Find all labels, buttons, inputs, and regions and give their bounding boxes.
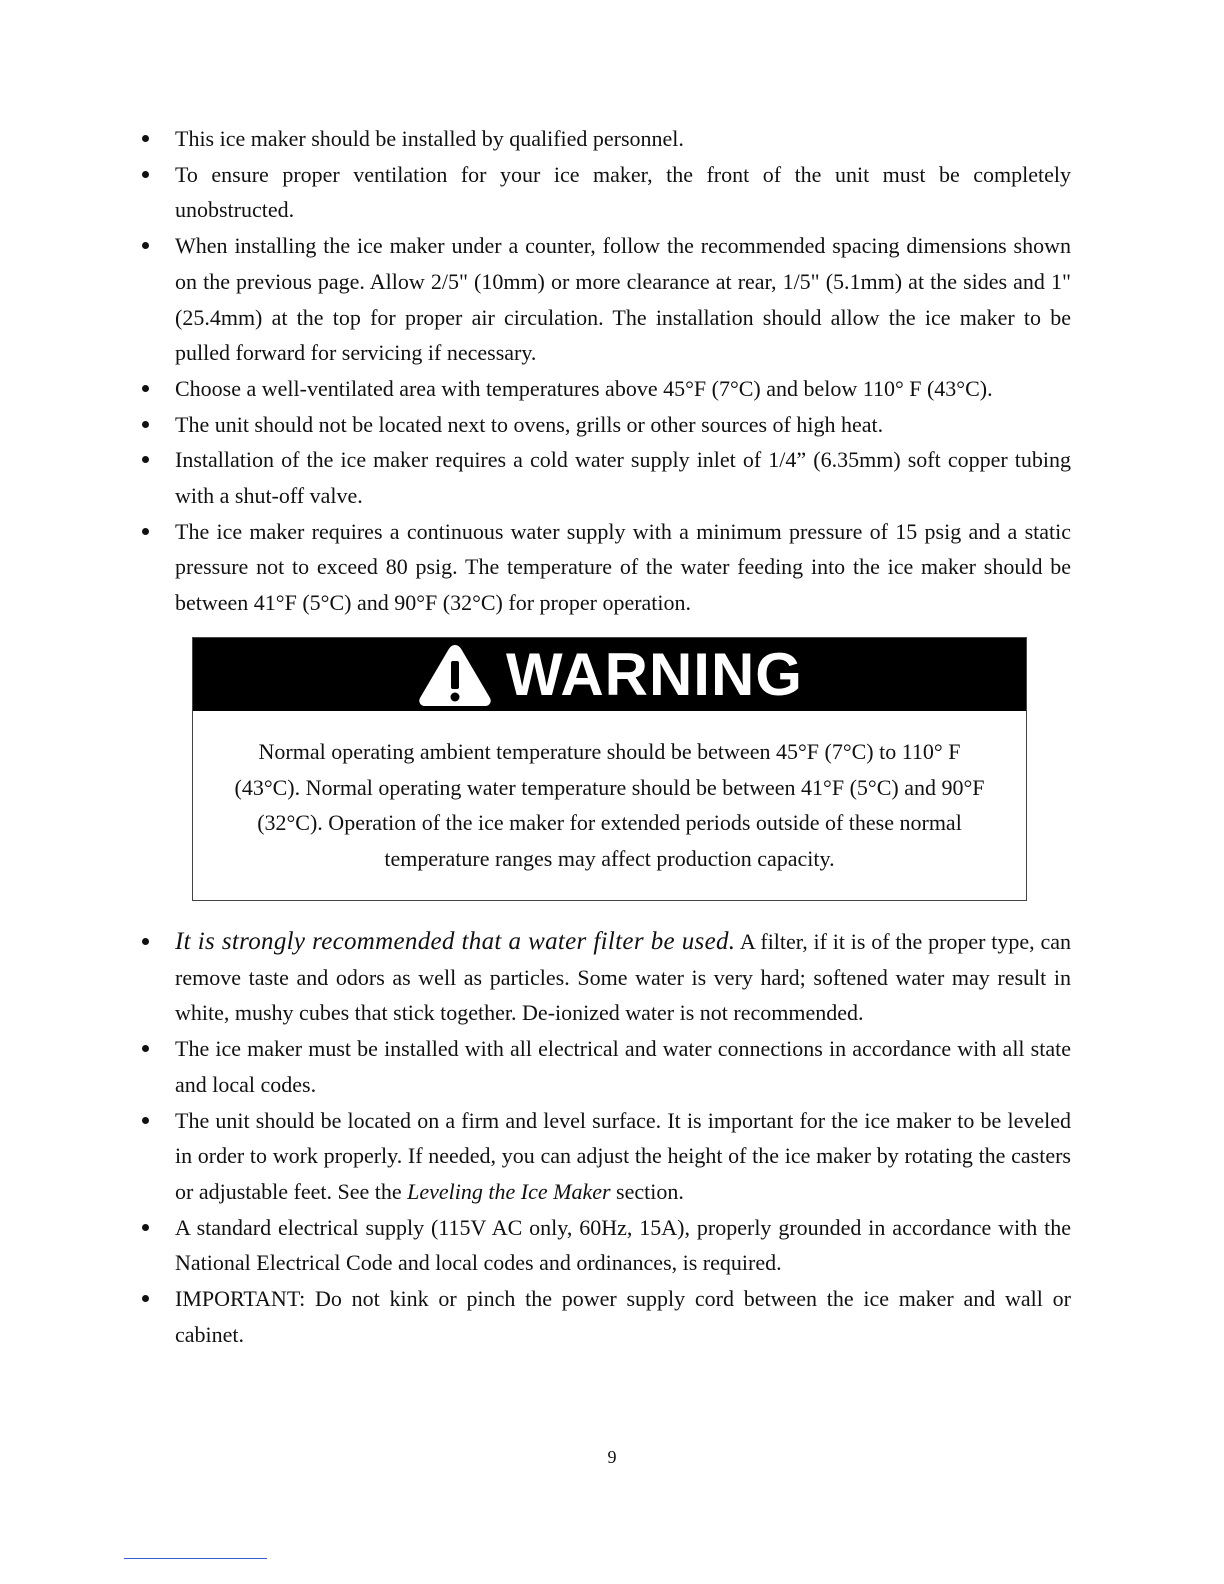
- list-item: The unit should be located on a firm and level surface. It is important for the ice maker to be leveled in order to work properly. If needed, you can adjust the height of the ice maker by rotating the casters or adjustable feet. See the Leveling the Ice Maker section.: [142, 1103, 1071, 1210]
- warning-title: WARNING: [506, 640, 803, 708]
- list-item: This ice maker should be installed by qualified personnel.: [142, 121, 1071, 157]
- bullet-icon: [142, 385, 149, 392]
- list-item: IMPORTANT: Do not kink or pinch the power supply cord between the ice maker and wall or cabinet.: [142, 1281, 1071, 1352]
- footer-rule: [124, 1558, 267, 1559]
- list-item: When installing the ice maker under a counter, follow the recommended spacing dimensions shown on the previous page. Allow 2/5" (10mm) or more clearance at rear, 1/5" (5.1mm) at the sides and 1" (25.4mm) at the top for proper air circulation. The installation should allow the ice maker to be pulled forward for servicing if necessary.: [142, 228, 1071, 371]
- bullet-icon: [142, 1117, 149, 1124]
- bullet-icon: [142, 456, 149, 463]
- warning-triangle-icon: [416, 642, 494, 708]
- list-item: Choose a well-ventilated area with temperatures above 45°F (7°C) and below 110° F (43°C).: [142, 371, 1071, 407]
- installation-list-top: [142, 121, 1071, 621]
- section-reference: Leveling the Ice Maker: [407, 1178, 611, 1204]
- list-item: The ice maker requires a continuous water supply with a minimum pressure of 15 psig and a static pressure not to exceed 80 psig. The temperature of the water feeding into the ice maker should be between 41°F (5°C) and 90°F (32°C) for proper operation.: [142, 514, 1071, 621]
- installation-list-bottom: [142, 924, 1071, 1352]
- list-item: The ice maker must be installed with all electrical and water connections in accordance with all state and local codes.: [142, 1031, 1071, 1102]
- bullet-icon: [142, 1045, 149, 1052]
- list-item: It is strongly recommended that a water filter be used. A filter, if it is of the proper type, can remove taste and odors as well as particles. Some water is very hard; softened water may result in white, mushy cubes that stick together. De-ionized water is not recommended.: [142, 924, 1071, 1031]
- bullet-icon: [142, 421, 149, 428]
- list-item: Installation of the ice maker requires a cold water supply inlet of 1/4” (6.35mm) soft copper tubing with a shut-off valve.: [142, 442, 1071, 513]
- bullet-icon: [142, 1224, 149, 1231]
- warning-header: [193, 638, 1026, 711]
- warning-text: Normal operating ambient temperature should be between 45°F (7°C) to 110° F (43°C). Normal operating water temperature should be between 41°F (5°C) and 90°F (32°C). Operation of the ice maker for extended periods outside of these normal temperature ranges may affect production capacity.: [234, 739, 985, 872]
- bullet-icon: [142, 528, 149, 535]
- bullet-icon: [142, 171, 149, 178]
- bullet-icon: [142, 1295, 149, 1302]
- warning-box: [192, 637, 1027, 901]
- list-item: A standard electrical supply (115V AC only, 60Hz, 15A), properly grounded in accordance with the National Electrical Code and local codes and ordinances, is required.: [142, 1210, 1071, 1281]
- filter-recommendation: It is strongly recommended that a water filter be used.: [175, 928, 736, 955]
- bullet-icon: [142, 135, 149, 142]
- list-item: The unit should not be located next to ovens, grills or other sources of high heat.: [142, 407, 1071, 443]
- bullet-icon: [142, 938, 149, 945]
- bullet-icon: [142, 242, 149, 249]
- list-item: To ensure proper ventilation for your ice maker, the front of the unit must be completely unobstructed.: [142, 157, 1071, 228]
- page-number: 9: [607, 1447, 617, 1467]
